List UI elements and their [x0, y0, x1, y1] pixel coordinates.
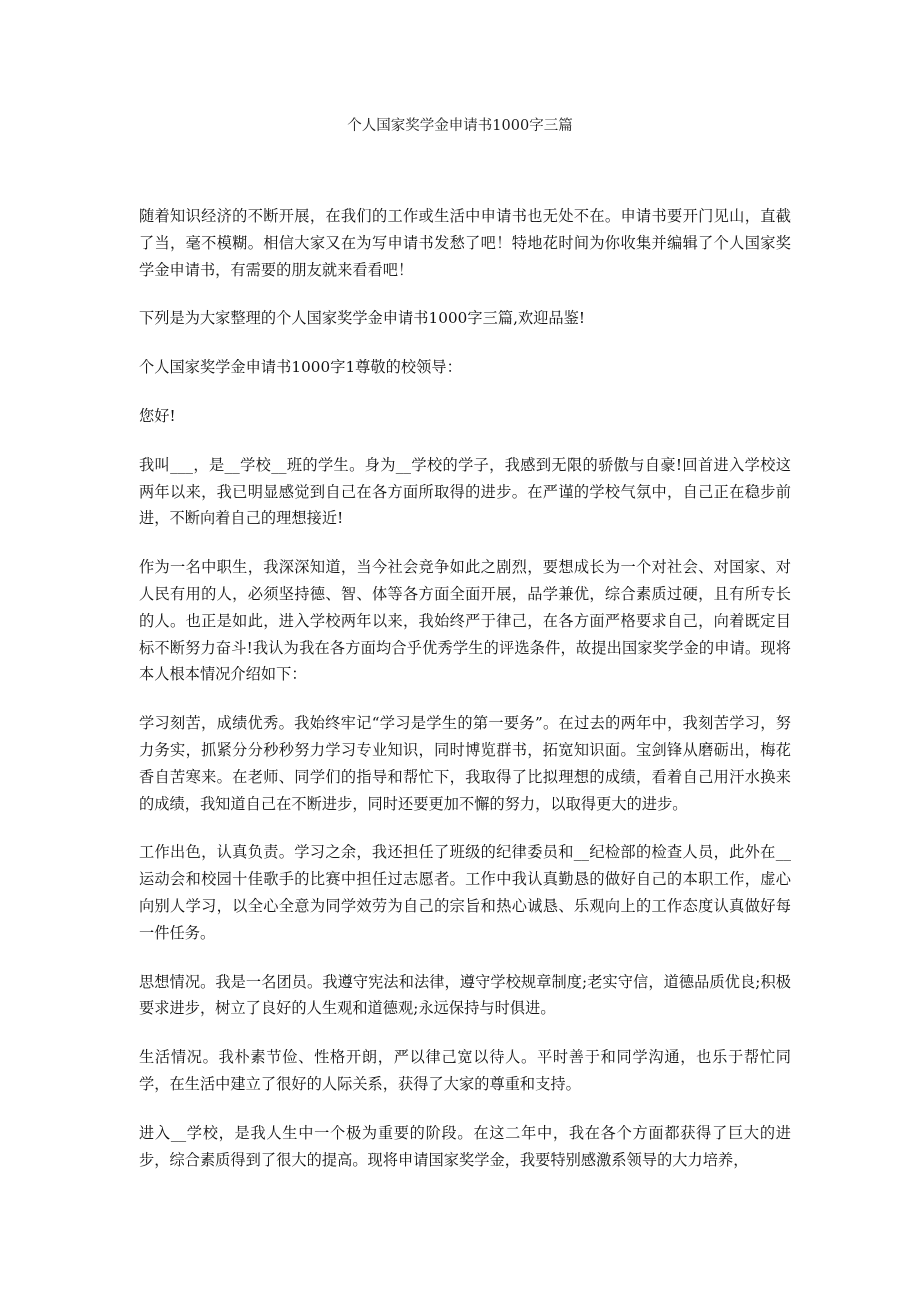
paragraph-intro: 随着知识经济的不断开展，在我们的工作或生活中申请书也无处不在。申请书要开门见山，直截了当，毫不模糊。相信大家又在为写申请书发愁了吧！特地花时间为你收集并编辑了个人国家奖学金申请书，有需要的朋友就来看看吧！: [139, 207, 791, 279]
paragraph-study: 学习刻苦，成绩优秀。我始终牢记“学习是学生的第一要务”。在过去的两年中，我刻苦学习，努力务实，抓紧分分秒秒努力学习专业知识，同时博览群书，拓宽知识面。宝剑锋从磨砺出，梅花香自苦寒来。在老师、同学们的指导和帮忙下，我取得了比拟理想的成绩，看着自己用汗水换来的成绩，我知道自己在不断进步，同时还要更加不懈的努力，以取得更大的进步。: [139, 714, 791, 813]
paragraph-thought: 思想情况。我是一名团员。我遵守宪法和法律，遵守学校规章制度;老实守信，道德品质优良;积极要求进步，树立了良好的人生观和道德观;永远保持与时俱进。: [139, 972, 791, 1018]
paragraph-work: 工作出色，认真负责。学习之余，我还担任了班级的纪律委员和__纪检部的检查人员，此外在__运动会和校园十佳歌手的比赛中担任过志愿者。工作中我认真勤恳的做好自己的本职工作，虚心向别人学习，以全心全意为同学效劳为自己的宗旨和热心诚恳、乐观向上的工作态度认真做好每一件任务。: [139, 843, 791, 942]
document-body: [139, 203, 791, 1195]
paragraph-lead: 下列是为大家整理的个人国家奖学金申请书1000字三篇,欢迎品鉴!: [139, 309, 586, 328]
paragraph-closing: 进入__学校，是我人生中一个极为重要的阶段。在这二年中，我在各个方面都获得了巨大的进步，综合素质得到了很大的提高。现将申请国家奖学金，我要特别感激系领导的大力培养，: [139, 1123, 791, 1169]
paragraph-motivation: 作为一名中职生，我深深知道，当今社会竞争如此之剧烈，要想成长为一个对社会、对国家、对人民有用的人，必须坚持德、智、体等各方面全面开展，品学兼优，综合素质过硬，且有所专长的人。也正是如此，进入学校两年以来，我始终严于律己，在各方面严格要求自己，向着既定目标不断努力奋斗!我认为我在各方面均合乎优秀学生的评选条件，故提出国家奖学金的申请。现将本人根本情况介绍如下：: [139, 558, 791, 684]
paragraph-life: 生活情况。我朴素节俭、性格开朗，严以律己宽以待人。平时善于和同学沟通，也乐于帮忙同学，在生活中建立了很好的人际关系，获得了大家的尊重和支持。: [139, 1048, 791, 1093]
document-title: 个人国家奖学金申请书1000字三篇: [347, 118, 573, 134]
paragraph-self-intro: 我叫___，是__学校__班的学生。身为__学校的学子，我感到无限的骄傲与自豪!回首进入学校这两年以来，我已明显感觉到自己在各方面所取得的进步。在严谨的学校气氛中，自己正在稳步前进，不断向着自己的理想接近!: [139, 455, 791, 528]
paragraph-greeting: 您好!: [139, 406, 176, 425]
paragraph-heading: 个人国家奖学金申请书1000字1尊敬的校领导：: [139, 358, 462, 377]
